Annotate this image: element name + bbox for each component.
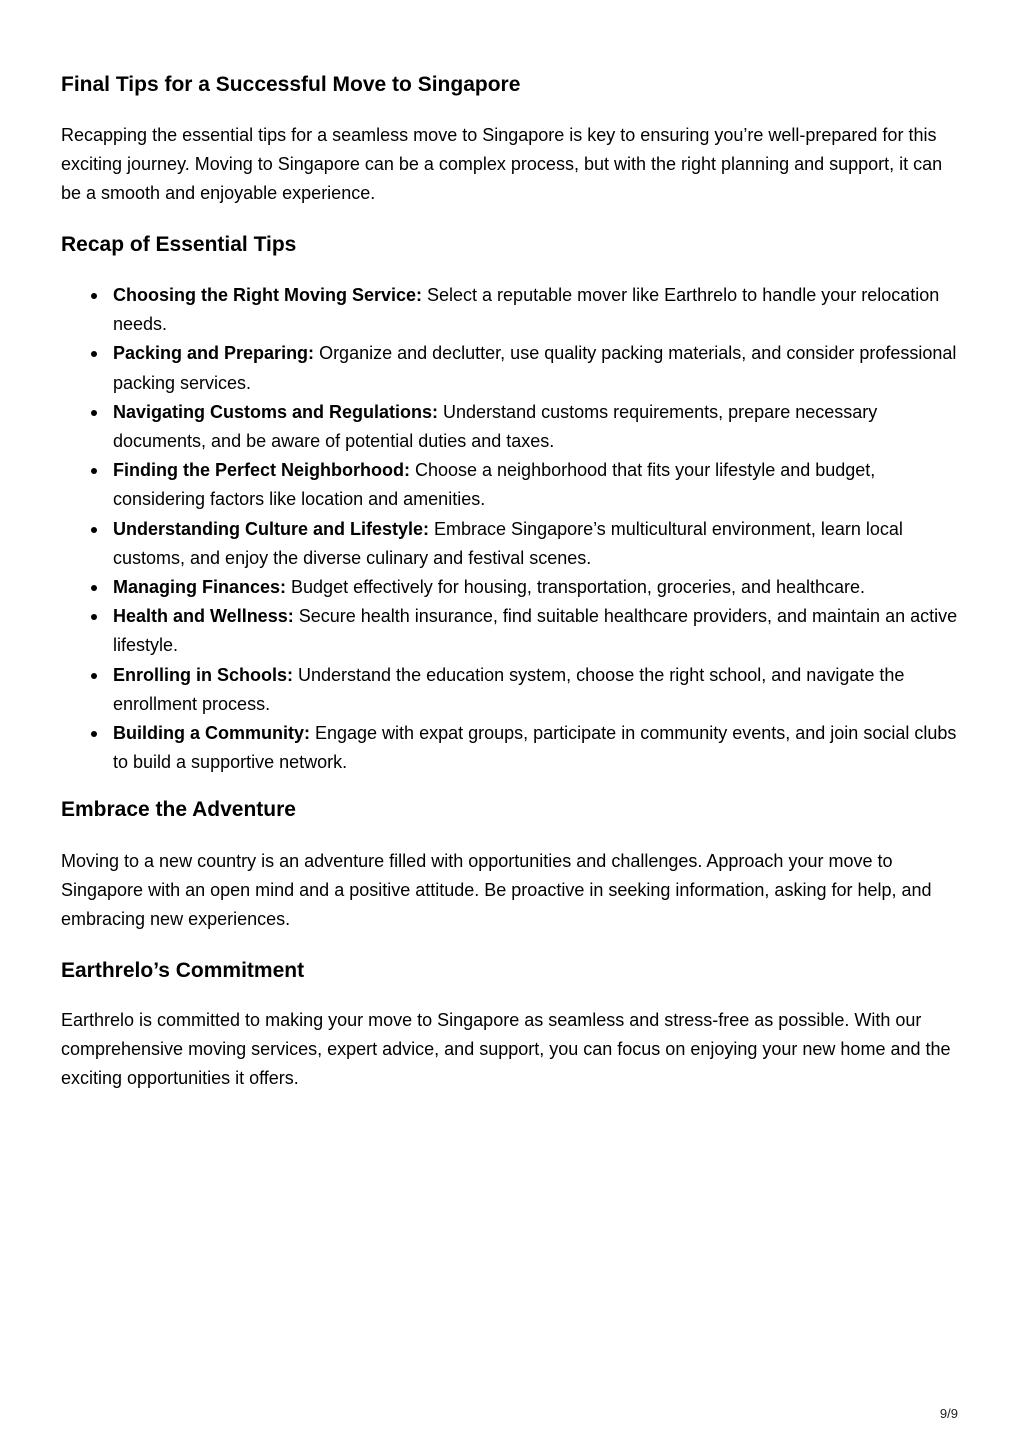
list-item-text: Choose a neighborhood that fits your lifestyle and budget, considering factors like location and amenities. bbox=[113, 460, 876, 510]
paragraph-commitment: Earthrelo is committed to making your move to Singapore as seamless and stress-free as possible. With our comprehensive moving services, expert advice, and support, you can focus on enjoying your new home and the exciting opportunities it offers. bbox=[61, 1010, 951, 1089]
list-item bbox=[61, 661, 971, 719]
list-item-text: Budget effectively for housing, transportation, groceries, and healthcare. bbox=[286, 577, 866, 598]
list-item bbox=[61, 281, 971, 339]
list-item-term: Packing and Preparing: bbox=[113, 343, 315, 364]
list-item-term: Navigating Customs and Regulations: bbox=[113, 401, 439, 422]
list-item-term: Understanding Culture and Lifestyle: bbox=[113, 518, 430, 539]
list-item bbox=[61, 398, 971, 456]
bullet-icon bbox=[91, 585, 97, 591]
heading-final-tips: Final Tips for a Successful Move to Singapore bbox=[61, 73, 521, 96]
bullet-icon bbox=[91, 293, 97, 299]
paragraph-embrace-adventure: Moving to a new country is an adventure filled with opportunities and challenges. Approach your move to Singapore with an open mind and a positive attitude. Be proactive in seeking information, asking for help, and embracing new experiences. bbox=[61, 851, 932, 930]
bullet-icon bbox=[91, 527, 97, 533]
heading-recap: Recap of Essential Tips bbox=[61, 233, 297, 256]
list-item-term: Enrolling in Schools: bbox=[113, 664, 293, 685]
page-number: 9/9 bbox=[939, 1406, 958, 1421]
heading-commitment: Earthrelo’s Commitment bbox=[61, 959, 305, 982]
bullet-icon bbox=[91, 731, 97, 737]
list-item-text: Embrace Singapore’s multicultural environment, learn local customs, and enjoy the diverse culinary and festival scenes. bbox=[113, 518, 903, 568]
list-item-text: Secure health insurance, find suitable healthcare providers, and maintain an active lifestyle. bbox=[113, 606, 958, 656]
list-item-text: Engage with expat groups, participate in community events, and join social clubs to build a supportive network. bbox=[113, 723, 957, 773]
list-item-term: Choosing the Right Moving Service: bbox=[113, 285, 423, 305]
tips-list bbox=[61, 281, 971, 777]
list-item bbox=[61, 339, 971, 397]
list-item-term: Managing Finances: bbox=[113, 577, 287, 598]
list-item-text: Understand customs requirements, prepare necessary documents, and be aware of potential duties and taxes. bbox=[113, 401, 878, 452]
list-item-term: Finding the Perfect Neighborhood: bbox=[113, 460, 410, 481]
list-item-text: Select a reputable mover like Earthrelo to handle your relocation needs. bbox=[113, 285, 940, 335]
list-item-text: Understand the education system, choose the right school, and navigate the enrollment process. bbox=[113, 664, 905, 714]
bullet-icon bbox=[91, 614, 97, 620]
bullet-icon bbox=[91, 410, 97, 416]
bullet-icon bbox=[91, 468, 97, 474]
list-item bbox=[61, 573, 971, 602]
list-item-term: Health and Wellness: bbox=[113, 606, 294, 627]
list-item-term: Building a Community: bbox=[113, 723, 310, 744]
list-item bbox=[61, 515, 971, 573]
bullet-icon bbox=[91, 673, 97, 679]
list-item bbox=[61, 602, 971, 660]
paragraph-final-tips: Recapping the essential tips for a seamless move to Singapore is key to ensuring you’re well-prepared for this exciting journey. Moving to Singapore can be a complex process, but with the right planning and support, it can be a smooth and enjoyable experience. bbox=[61, 125, 943, 204]
heading-embrace-adventure: Embrace the Adventure bbox=[61, 798, 296, 821]
list-item bbox=[61, 719, 971, 777]
bullet-icon bbox=[91, 351, 97, 357]
list-item-text: Organize and declutter, use quality packing materials, and consider professional packing services. bbox=[113, 343, 957, 393]
list-item bbox=[61, 456, 971, 514]
